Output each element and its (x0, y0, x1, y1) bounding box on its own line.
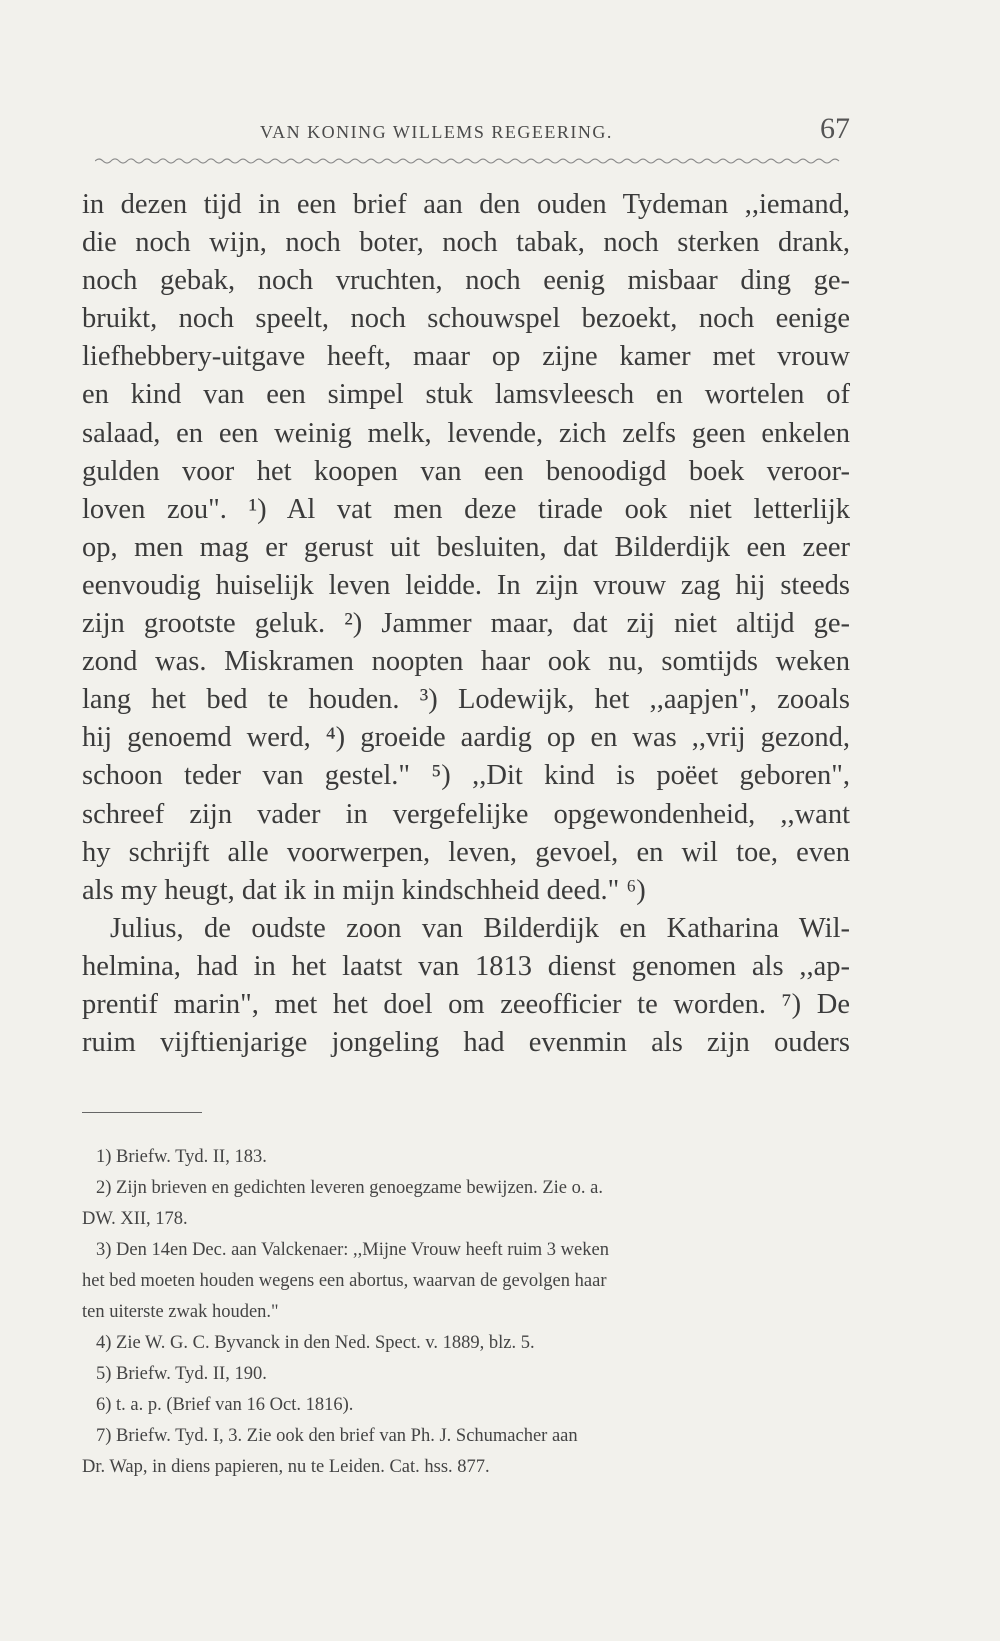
body-line: prentif marin", met het doel om zeeofficier te worden. ⁷) De (82, 988, 850, 1020)
footnote-line: 3) Den 14en Dec. aan Valckenaer: ,,Mijne Vrouw heeft ruim 3 weken (96, 1240, 609, 1260)
body-line: helmina, had in het laatst van 1813 dienst genomen als ,,ap- (82, 950, 850, 982)
body-line: noch gebak, noch vruchten, noch eenig misbaar ding ge- (82, 265, 850, 297)
body-line: als my heugt, dat ik in mijn kindschheid deed." ⁶) (82, 874, 646, 906)
body-line: hy schrijft alle voorwerpen, leven, gevoel, en wil toe, even (82, 836, 850, 868)
footnote-line: 7) Briefw. Tyd. I, 3. Zie ook den brief van Ph. J. Schumacher aan (96, 1426, 578, 1446)
footnote-line: ten uiterste zwak houden." (82, 1302, 279, 1322)
body-line: bruikt, noch speelt, noch schouwspel bezoekt, noch eenige (82, 303, 850, 335)
footnotes (82, 1142, 822, 1483)
body-line: ruim vijftienjarige jongeling had evenmin als zijn ouders (82, 1027, 850, 1059)
body-line: schreef zijn vader in vergefelijke opgewondenheid, ,,want (82, 798, 850, 830)
body-line: salaad, en een weinig melk, levende, zich zelfs geen enkelen (82, 417, 850, 449)
footnote-line: 4) Zie W. G. C. Byvanck in den Ned. Spect. v. 1889, blz. 5. (96, 1333, 535, 1353)
footnote-line: 6) t. a. p. (Brief van 16 Oct. 1816). (96, 1395, 354, 1415)
running-head (80, 112, 850, 152)
body-line: loven zou". ¹) Al vat men deze tirade ook niet letterlijk (82, 493, 850, 525)
body-line: liefhebbery-uitgave heeft, maar op zijne kamer met vrouw (82, 341, 850, 373)
body-line: lang het bed te houden. ³) Lodewijk, het ,,aapjen", zooals (82, 684, 850, 716)
body-line: schoon teder van gestel." ⁵) ,,Dit kind is poëet geboren", (82, 760, 850, 792)
body-line: eenvoudig huiselijk leven leidde. In zijn vrouw zag hij steeds (82, 569, 850, 601)
page-number: 67 (820, 112, 850, 145)
body-line: op, men mag er gerust uit besluiten, dat Bilderdijk een zeer (82, 531, 850, 563)
footnote-line: het bed moeten houden wegens een abortus, waarvan de gevolgen haar (82, 1271, 607, 1291)
footnote-line: 1) Briefw. Tyd. II, 183. (96, 1147, 267, 1167)
paragraph-start-line: Julius, de oudste zoon van Bilderdijk en Katharina Wil- (110, 912, 850, 944)
body-line: zond was. Miskramen noopten haar ook nu, somtijds weken (82, 646, 850, 678)
body-line: zijn grootste geluk. ²) Jammer maar, dat zij niet altijd ge- (82, 608, 850, 640)
footnote-line: 5) Briefw. Tyd. II, 190. (96, 1364, 267, 1384)
footnote-separator (82, 1112, 202, 1113)
header-wavy-rule (95, 154, 845, 168)
footnote-line: DW. XII, 178. (82, 1209, 188, 1229)
footnote-line: Dr. Wap, in diens papieren, nu te Leiden. Cat. hss. 877. (82, 1457, 490, 1477)
body-text (82, 186, 850, 1062)
body-line: gulden voor het koopen van een benoodigd boek veroor- (82, 455, 850, 487)
body-line: die noch wijn, noch boter, noch tabak, noch sterken drank, (82, 227, 850, 259)
footnote-line: 2) Zijn brieven en gedichten leveren genoegzame bewijzen. Zie o. a. (96, 1178, 603, 1198)
body-line: hij genoemd werd, ⁴) groeide aardig op en was ,,vrij gezond, (82, 722, 850, 754)
running-head-title: VAN KONING WILLEMS REGEERING. (260, 122, 613, 142)
body-line: in dezen tijd in een brief aan den ouden Tydeman ,,iemand, (82, 189, 850, 220)
body-line: en kind van een simpel stuk lamsvleesch en wortelen of (82, 379, 850, 411)
